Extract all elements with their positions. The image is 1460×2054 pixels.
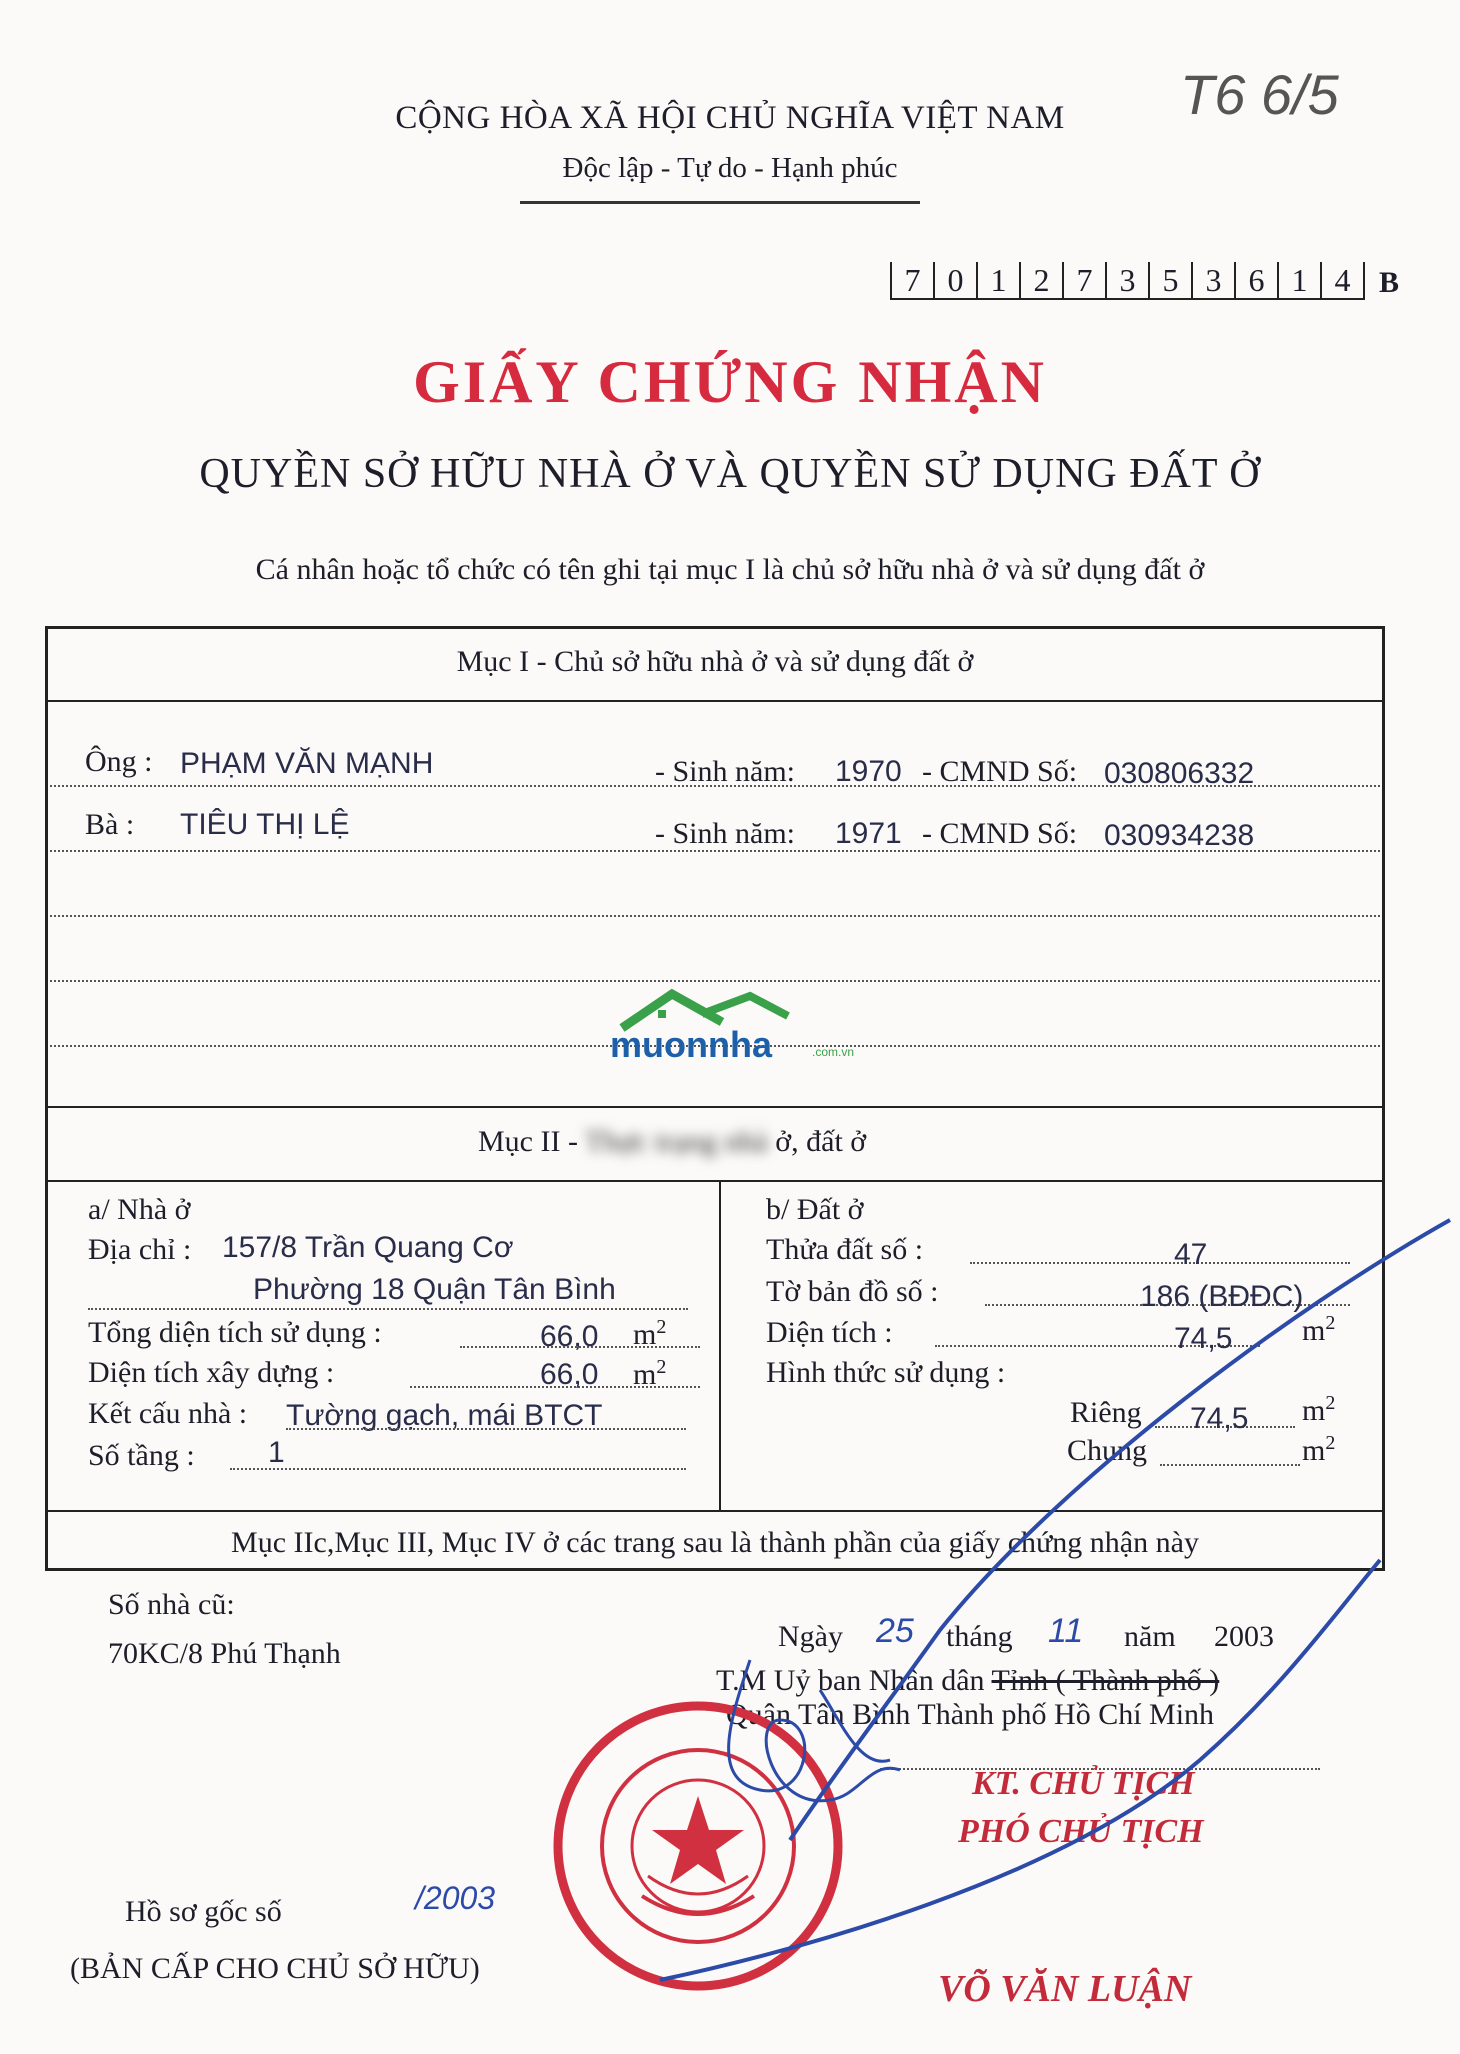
dotted-line <box>50 915 1380 917</box>
serial-digit: 3 <box>1193 262 1236 300</box>
total-area-label: Tổng diện tích sử dụng : <box>88 1316 382 1349</box>
owner2-birth-label: - Sinh năm: <box>655 817 795 850</box>
owner1-prefix: Ông : <box>85 745 153 778</box>
record-value: /2003 <box>415 1880 496 1916</box>
dotted-line <box>88 1308 688 1310</box>
plot-label: Thửa đất số : <box>766 1233 924 1266</box>
plot-value: 47 <box>1174 1238 1208 1271</box>
private-value: 74,5 <box>1190 1402 1249 1435</box>
house-heading: a/ Nhà ở <box>88 1193 191 1226</box>
date-year: 2003 <box>1214 1620 1274 1653</box>
divider <box>45 700 1385 702</box>
structure-value: Tường gạch, mái BTCT <box>286 1399 603 1432</box>
owner2-name: TIÊU THỊ LỆ <box>180 808 350 841</box>
unit-exponent: 2 <box>1325 1432 1336 1454</box>
motto: Độc lập - Tự do - Hạnh phúc <box>562 152 898 184</box>
authority-struck-text: Tỉnh ( Thành phố ) <box>991 1664 1220 1697</box>
dotted-line <box>50 785 1380 787</box>
serial-digit: 2 <box>1021 262 1064 300</box>
serial-digit: 3 <box>1107 262 1150 300</box>
map-value: 186 (BĐĐC) <box>1140 1280 1304 1313</box>
section2-title-suffix: ở, đất ở <box>767 1125 867 1158</box>
old-house-value: 70KC/8 Phú Thạnh <box>108 1637 341 1670</box>
map-label: Tờ bản đồ số : <box>766 1275 939 1308</box>
owner2-prefix: Bà : <box>85 808 135 841</box>
corner-handwritten-note: T6 6/5 <box>1180 63 1339 126</box>
serial-digit: 6 <box>1236 262 1279 300</box>
serial-digit: 0 <box>935 262 978 300</box>
copy-note: (BẢN CẤP CHO CHỦ SỞ HỮU) <box>70 1952 480 1985</box>
date-month: 11 <box>1048 1612 1084 1650</box>
serial-digit: 7 <box>1064 262 1107 300</box>
land-area-label: Diện tích : <box>766 1316 893 1349</box>
unit: m <box>633 1358 657 1391</box>
date-prefix: Ngày <box>778 1620 843 1653</box>
dotted-line <box>50 980 1380 982</box>
floors-value: 1 <box>268 1436 285 1469</box>
unit-exponent: 2 <box>656 1316 667 1338</box>
serial-digit: 1 <box>1279 262 1322 300</box>
muonnha-logo <box>610 988 855 1065</box>
record-label: Hồ sơ gốc số <box>125 1895 282 1928</box>
dotted-line <box>286 1428 686 1430</box>
address-line1: 157/8 Trần Quang Cơ <box>222 1231 514 1264</box>
address-label: Địa chỉ : <box>88 1233 192 1266</box>
total-area-value: 66,0 <box>540 1320 599 1353</box>
owner2-id: 030934238 <box>1104 819 1255 852</box>
private-label: Riêng <box>1070 1396 1142 1429</box>
date-year-label: năm <box>1124 1620 1176 1653</box>
built-area-value: 66,0 <box>540 1358 599 1391</box>
footer-note: Mục IIc,Mục III, Mục IV ở các trang sau là thành phần của giấy chứng nhận này <box>231 1526 1199 1559</box>
nation-heading: CỘNG HÒA XÃ HỘI CHỦ NGHĨA VIỆT NAM <box>395 100 1065 136</box>
unit: m <box>1302 1434 1326 1467</box>
motto-underline <box>520 201 920 204</box>
owner1-birth-year: 1970 <box>835 755 902 788</box>
serial-suffix: B <box>1379 266 1400 299</box>
owner1-birth-label: - Sinh năm: <box>655 755 795 788</box>
land-area-value: 74,5 <box>1174 1322 1233 1355</box>
serial-digit: 4 <box>1322 262 1365 300</box>
dotted-line <box>50 850 1380 852</box>
section1-title: Mục I - Chủ sở hữu nhà ở và sử dụng đất ở <box>456 645 974 678</box>
serial-digit: 7 <box>890 262 935 300</box>
logo-brand: muonnha <box>610 1024 772 1065</box>
built-area-label: Diện tích xây dựng : <box>88 1356 335 1389</box>
section2-title <box>478 1125 866 1159</box>
owner2-id-label: - CMND Số: <box>922 817 1078 850</box>
role-line2: PHÓ CHỦ TỊCH <box>958 1813 1204 1850</box>
dotted-line <box>230 1468 686 1470</box>
address-line2: Phường 18 Quận Tân Bình <box>253 1273 616 1306</box>
owner1-id: 030806332 <box>1104 757 1255 790</box>
certificate-subtitle: QUYỀN SỞ HỮU NHÀ Ở VÀ QUYỀN SỬ DỤNG ĐẤT Ở <box>199 451 1261 497</box>
owner1-id-label: - CMND Số: <box>922 755 1078 788</box>
date-day: 25 <box>876 1612 914 1650</box>
section2-title-prefix: Mục II - <box>478 1125 585 1158</box>
certificate-title: GIẤY CHỨNG NHẬN <box>413 349 1047 415</box>
serial-digit: 1 <box>978 262 1021 300</box>
divider <box>45 1106 1385 1108</box>
unit-exponent: 2 <box>656 1356 667 1378</box>
unit-exponent: 2 <box>1325 1392 1336 1414</box>
unit: m <box>1302 1394 1326 1427</box>
structure-label: Kết cấu nhà : <box>88 1397 248 1430</box>
floors-label: Số tầng : <box>88 1439 195 1472</box>
logo-domain: .com.vn <box>812 1045 855 1059</box>
authority-line2: Quận Tân Bình Thành phố Hồ Chí Minh <box>726 1698 1215 1731</box>
serial-digit: 5 <box>1150 262 1193 300</box>
signer-name: VÕ VĂN LUẬN <box>938 1968 1192 2010</box>
unit-exponent: 2 <box>1325 1312 1336 1334</box>
date-month-label: tháng <box>946 1620 1013 1653</box>
handwritten-signature <box>640 1160 1460 2020</box>
owner1-name: PHẠM VĂN MẠNH <box>180 747 434 780</box>
unit: m <box>1302 1314 1326 1347</box>
section2-title-redacted: Thực trạng nhà <box>584 1125 768 1158</box>
land-heading: b/ Đất ở <box>766 1193 864 1226</box>
authority-prefix: T.M Uỷ ban Nhân dân <box>716 1664 992 1697</box>
owner2-birth-year: 1971 <box>835 817 902 850</box>
role-line1: KT. CHỦ TỊCH <box>972 1765 1195 1802</box>
signature-stroke-icon <box>640 1160 1460 2020</box>
intro-text: Cá nhân hoặc tổ chức có tên ghi tại mục I là chủ sở hữu nhà ở và sử dụng đất ở <box>255 553 1205 586</box>
usage-label: Hình thức sử dụng : <box>766 1356 1006 1389</box>
serial-number <box>890 262 1399 300</box>
unit: m <box>633 1318 657 1351</box>
shared-label: Chung <box>1067 1434 1148 1467</box>
old-house-label: Số nhà cũ: <box>108 1588 235 1621</box>
